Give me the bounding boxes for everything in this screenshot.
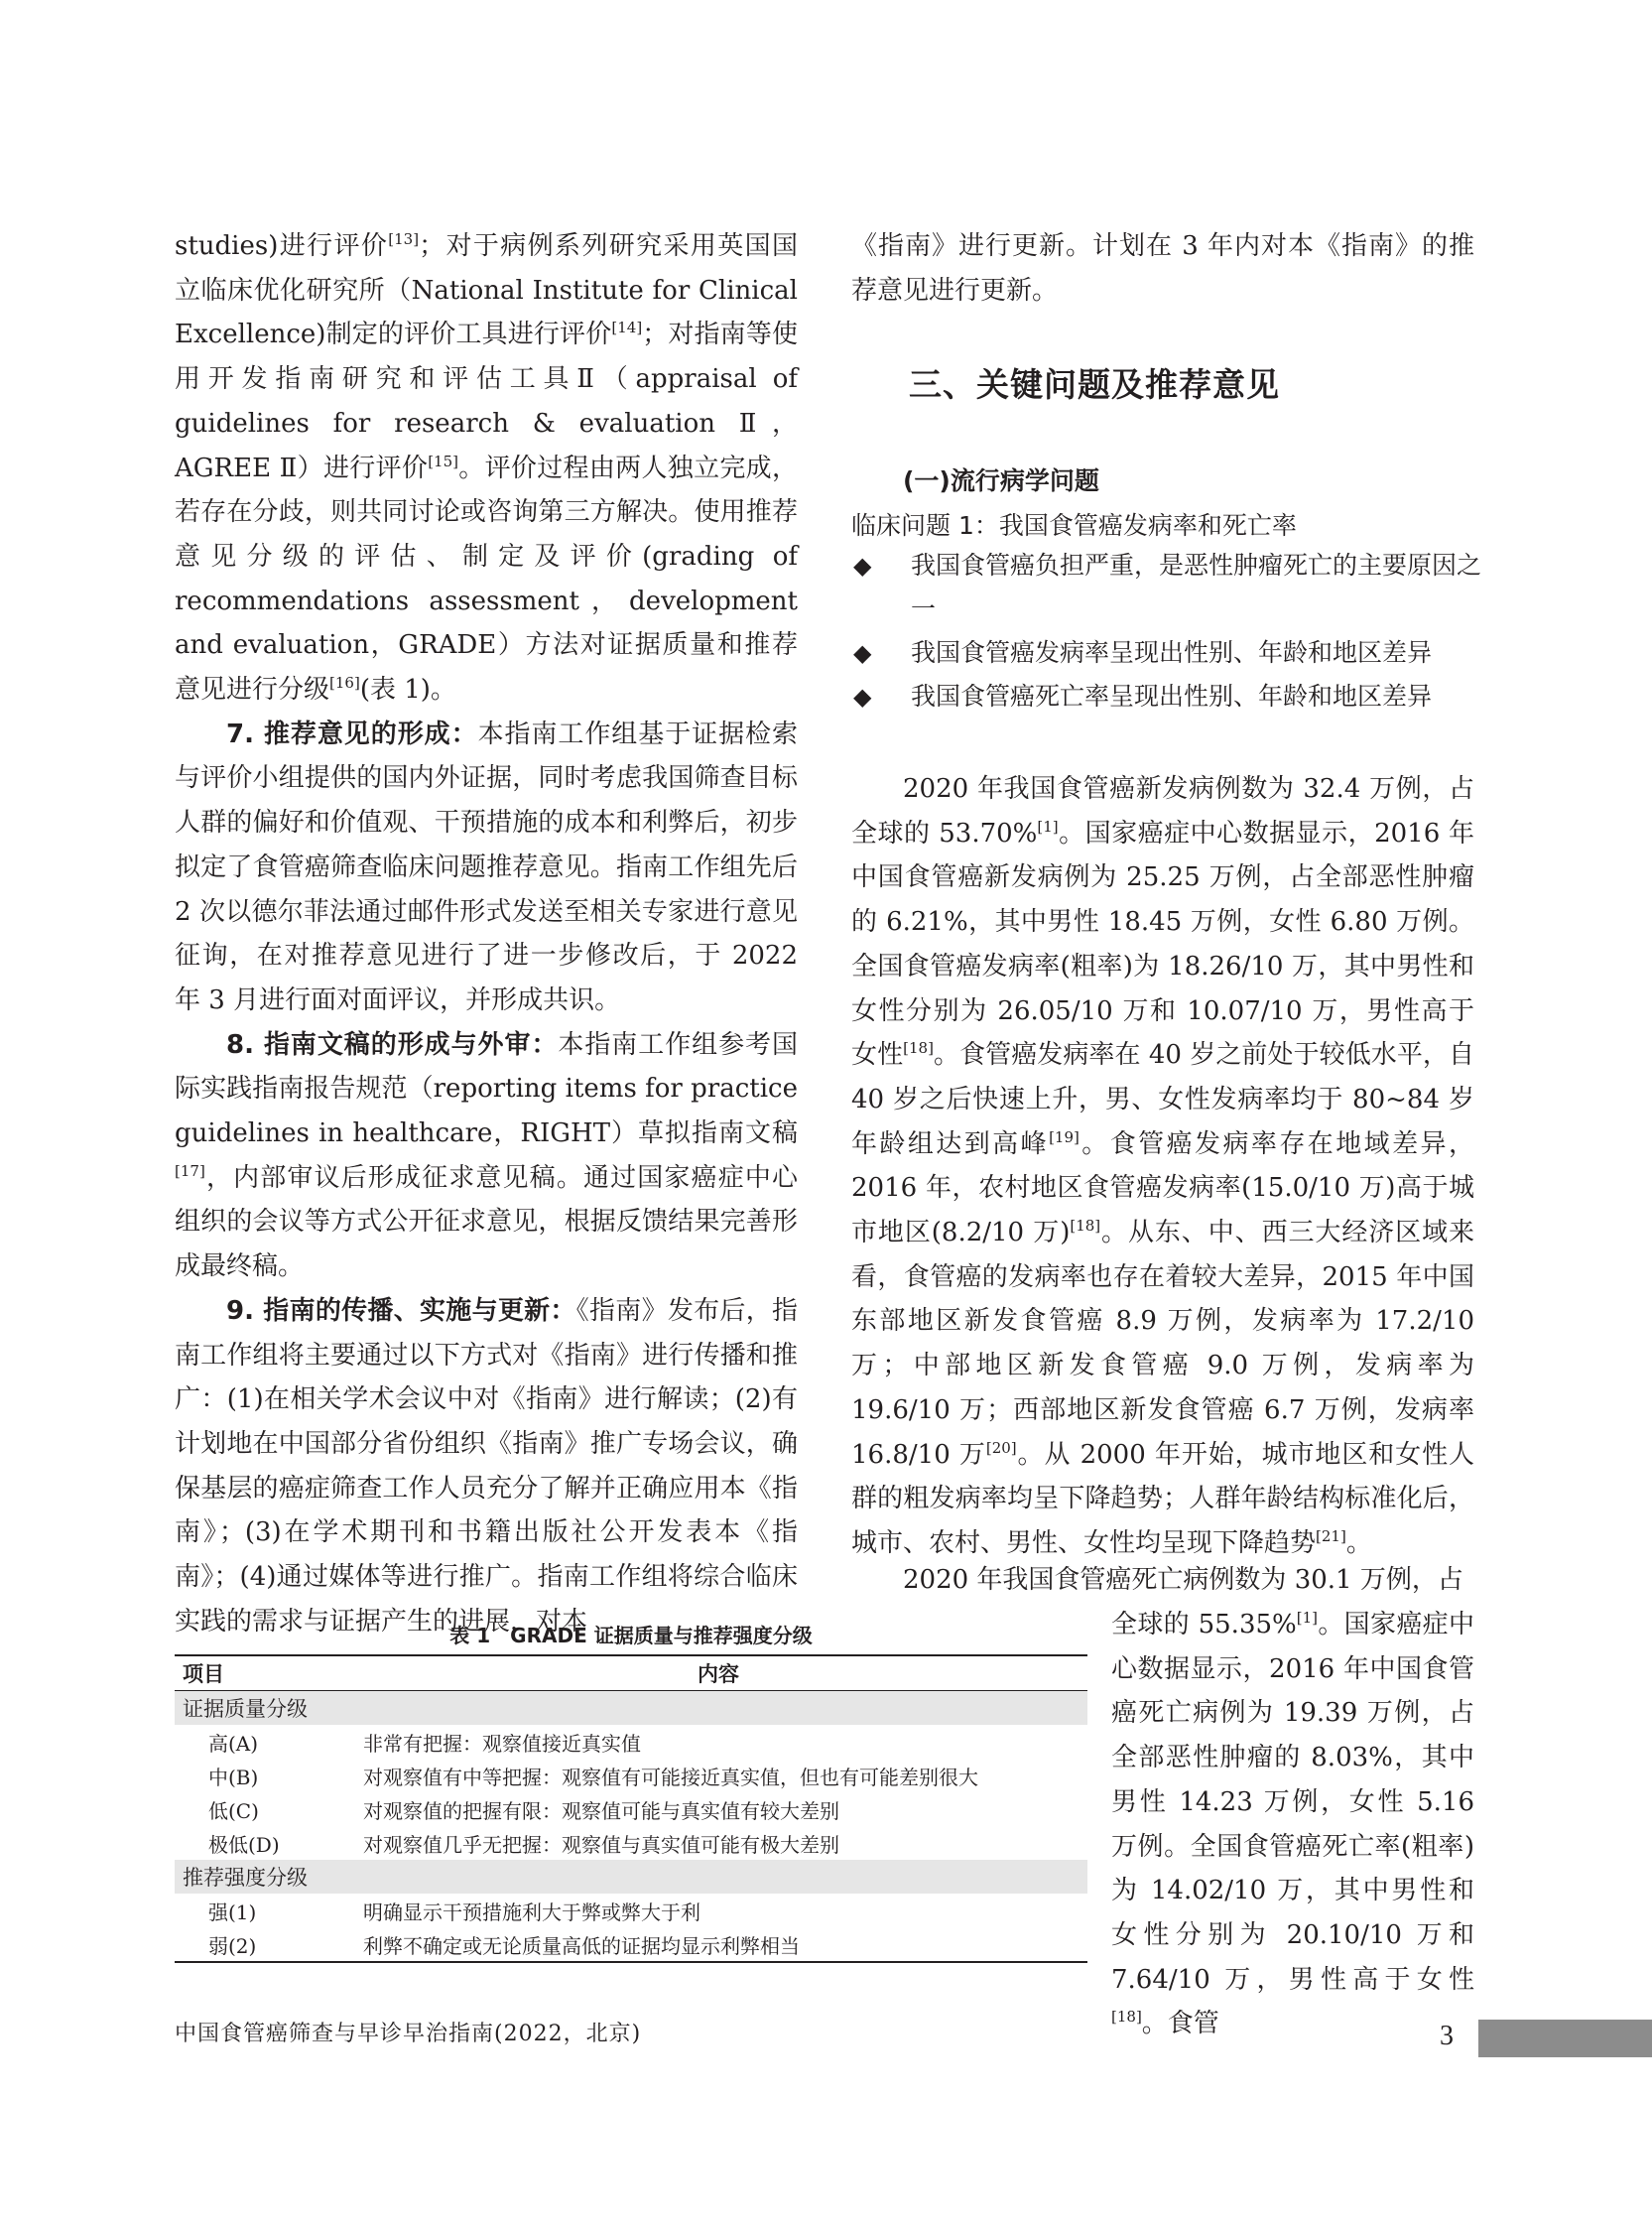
- description-cell: 对观察值有中等把握：观察值有可能接近真实值，但也有可能差别很大: [363, 1765, 978, 1789]
- citation-ref[interactable]: [20]: [985, 1438, 1017, 1457]
- citation-ref[interactable]: [19]: [1049, 1127, 1080, 1146]
- citation-ref[interactable]: [16]: [329, 674, 360, 693]
- table-caption: 表 1 GRADE 证据质量与推荐强度分级: [449, 1624, 813, 1647]
- level-cell: 强(1): [208, 1900, 257, 1924]
- level-cell: 极低(D): [208, 1832, 280, 1857]
- citation-ref[interactable]: [18]: [1111, 2008, 1142, 2027]
- level-cell: 弱(2): [175, 1927, 357, 1962]
- subsection-title: (一)流行病学问题: [903, 466, 1099, 495]
- mortality-paragraph-block: [1111, 1603, 1474, 2046]
- paragraph-incidence: 2020 年我国食管癌新发病例数为 32.4 万例，占全球的 53.70%[1]。国家癌症中心数据显示，2016 年中国食管癌新发病例为 25.25 万例，占全部恶性肿瘤的 6.21%，其中男性 18.45 万例，女性 6.80 万例。全国食管癌发病率(粗率)为 18.26/10 万，其中男性和女性分别为 26.05/10 万和 10.07/10 万，男性高于女性[18]。食管癌发病率在 40 岁之前处于较低水平，自 40 岁之后快速上升，男、女性发病率均于 80~84 岁年龄组达到高峰[19]。食管癌发病率存在地域差异，2016 年，农村地区食管癌发病率(15.0/10 万)高于城市地区(8.2/10 万)[18]。从东、中、西三大经济区域来看，食管癌的发病率也存在着较大差异，2015 年中国东部地区新发食管癌 8.9 万例，发病率为 17.2/10 万；中部地区新发食管癌 9.0 万例，发病率为 19.6/10 万；西部地区新发食管癌 6.7 万例，发病率 16.8/10 万[20]。从 2000 年开始，城市地区和女性人群的粗发病率均呈下降趋势；人群年龄结构标准化后，城市、农村、男性、女性均呈现下降趋势[21]。: [851, 774, 1475, 1558]
- list-item: ◆ 我国食管癌负担严重，是恶性肿瘤死亡的主要原因之一: [851, 544, 1486, 631]
- description-cell: 非常有把握：观察值接近真实值: [363, 1731, 641, 1756]
- table-row: [175, 1725, 1087, 1759]
- table-row: [175, 1894, 1087, 1927]
- paragraph-update-plan: 《指南》进行更新。计划在 3 年内对本《指南》的推荐意见进行更新。: [851, 231, 1474, 306]
- grade-table: [175, 1654, 1087, 1963]
- item-heading-7: 7. 推荐意见的形成：: [226, 719, 478, 749]
- paragraph-draft-review: 8. 指南文稿的形成与外审：本指南工作组参考国际实践指南报告规范（reporting items for practice guidelines in healthcare，RIGHT）草拟指南文稿[17]，内部审议后形成征求意见稿。通过国家癌症中心组织的会议等方式公开征求意见，根据反馈结果完善形成最终稿。: [175, 1029, 798, 1282]
- paragraph-evaluation-methods: studies)进行评价[13]；对于病例系列研究采用英国国立临床优化研究所（National Institute for Clinical Excellence)制定的评价工具进行评价[14]；对指南等使用开发指南研究和评估工具Ⅱ（appraisal of guidelines for research & evaluation Ⅱ，AGREE Ⅱ）进行评价[15]。评价过程由两人独立完成，若存在分歧，则共同讨论或咨询第三方解决。使用推荐意见分级的评估、制定及评价(grading of recommendations assessment，development and evaluation，GRADE）方法对证据质量和推荐意见进行分级[16](表 1)。: [175, 230, 798, 706]
- citation-ref[interactable]: [21]: [1316, 1526, 1346, 1545]
- table-row: [175, 1792, 1087, 1826]
- citation-ref[interactable]: [18]: [903, 1039, 934, 1058]
- journal-footer: 中国食管癌筛查与早诊早治指南(2022，北京): [175, 2022, 642, 2046]
- group-label-recommendation-strength: 推荐强度分级: [175, 1860, 1087, 1894]
- column-header-item: 项目: [175, 1655, 357, 1691]
- incidence-paragraph-block: [851, 767, 1474, 1566]
- citation-ref[interactable]: [1]: [1037, 817, 1059, 836]
- level-cell: 中(B): [208, 1765, 259, 1789]
- paragraph-dissemination: 9. 指南的传播、实施与更新：《指南》发布后，指南工作组将主要通过以下方式对《指南》进行传播和推广：(1)在相关学术会议中对《指南》进行解读；(2)有计划地在中国部分省份组织《指南》推广专场会议，确保基层的癌症筛查工作人员充分了解并正确应用本《指南》；(3)在学术期刊和书籍出版社公开发表本《指南》；(4)通过媒体等进行推广。指南工作组将综合临床实践的需求与证据产生的进展，对本: [175, 1295, 798, 1637]
- item-heading-9: 9. 指南的传播、实施与更新：: [226, 1295, 576, 1326]
- citation-ref[interactable]: [13]: [388, 230, 420, 248]
- recommendation-list: [851, 544, 1486, 719]
- citation-ref[interactable]: [18]: [1070, 1217, 1101, 1236]
- citation-ref[interactable]: [15]: [428, 452, 458, 470]
- description-cell: 对观察值几乎无把握：观察值与真实值可能有极大差别: [363, 1832, 839, 1857]
- level-cell: 低(C): [208, 1798, 259, 1823]
- page-number: 3: [1440, 2021, 1454, 2051]
- description-cell: 明确显示干预措施利大于弊或弊大于利: [363, 1900, 700, 1924]
- clinical-question-title: 临床问题 1：我国食管癌发病率和死亡率: [851, 511, 1297, 540]
- table-header-row: [175, 1655, 1087, 1691]
- paragraph-mortality-start: 2020 年我国食管癌死亡病例数为 30.1 万例，占: [903, 1565, 1463, 1595]
- table-row: [175, 1759, 1087, 1792]
- level-cell: 高(A): [208, 1731, 259, 1756]
- table-row: [175, 1826, 1087, 1860]
- mortality-paragraph-first-line: [851, 1558, 1474, 1603]
- item-heading-8: 8. 指南文稿的形成与外审：: [226, 1029, 559, 1060]
- list-item: ◆ 我国食管癌发病率呈现出性别、年龄和地区差异: [851, 631, 1486, 675]
- column-header-content: 内容: [357, 1655, 1087, 1691]
- description-cell: 对观察值的把握有限：观察值可能与真实值有较大差别: [363, 1798, 839, 1823]
- diamond-bullet-icon: ◆: [853, 683, 872, 711]
- group-label-evidence-quality: 证据质量分级: [175, 1691, 1087, 1726]
- paragraph-recommendation-formation: 7. 推荐意见的形成：本指南工作组基于证据检索与评价小组提供的国内外证据，同时考虑我国筛查目标人群的偏好和价值观、干预措施的成本和利弊后，初步拟定了食管癌筛查临床问题推荐意见。指南工作组先后 2 次以德尔菲法通过邮件形式发送至相关专家进行意见征询，在对推荐意见进行了进一步修改后，于 2022 年 3 月进行面对面评议，并形成共识。: [175, 719, 798, 1015]
- paragraph-mortality: 全球的 55.35%[1]。国家癌症中心数据显示，2016 年中国食管癌死亡病例为 19.39 万例，占全部恶性肿瘤的 8.03%，其中男性 14.23 万例，女性 5.16 万例。全国食管癌死亡率(粗率)为 14.02/10 万，其中男性和女性分别为 20.10/10 万和 7.64/10 万，男性高于女性[18]。食管: [1111, 1609, 1474, 2039]
- table-group-row: [175, 1860, 1087, 1894]
- citation-ref[interactable]: [14]: [611, 319, 643, 337]
- section-title: 三、关键问题及推荐意见: [909, 365, 1280, 404]
- citation-ref[interactable]: [1]: [1296, 1609, 1318, 1627]
- table-group-row: [175, 1691, 1087, 1726]
- page-tab-bar: [1478, 2020, 1652, 2057]
- diamond-bullet-icon: ◆: [853, 552, 872, 580]
- left-column: [175, 224, 798, 1644]
- diamond-bullet-icon: ◆: [853, 639, 872, 667]
- right-column-top: [851, 224, 1474, 313]
- citation-ref[interactable]: [17]: [175, 1161, 205, 1180]
- description-cell: 利弊不确定或无论质量高低的证据均显示利弊相当: [357, 1927, 1087, 1962]
- list-item: ◆ 我国食管癌死亡率呈现出性别、年龄和地区差异: [851, 675, 1486, 719]
- grade-table-block: [175, 1621, 1087, 1963]
- table-row: [175, 1927, 1087, 1962]
